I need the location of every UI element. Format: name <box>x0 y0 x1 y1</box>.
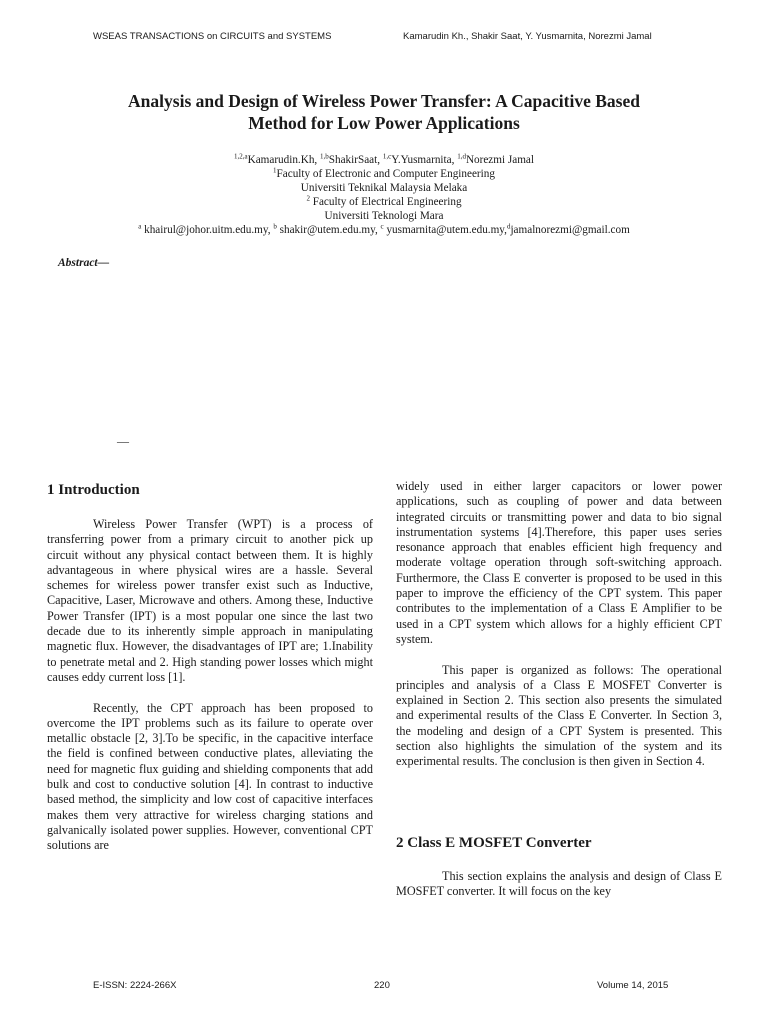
email-1-sup: a <box>138 222 142 231</box>
affiliation-2 <box>40 195 728 209</box>
affiliation-2-faculty: Faculty of Electrical Engineering <box>312 196 462 208</box>
author-3-sup: 1,c <box>382 152 392 161</box>
class-e-body <box>396 869 722 900</box>
left-column-body <box>47 517 373 854</box>
author-3: Y.Yusmarnita, <box>391 154 455 166</box>
affiliation-2-sup: 2 <box>306 194 310 203</box>
author-1-sup: 1,2,a <box>234 152 248 161</box>
email-4-sup: d <box>506 222 511 231</box>
running-header-authors: Kamarudin Kh., Shakir Saat, Y. Yusmarnita, Norezmi Jamal <box>403 31 652 42</box>
intro-paragraph-2: Recently, the CPT approach has been proposed to overcome the IPT problems such as its failure to operate over metallic obstacle [2, 3].To be specific, in the capacitive interface the field is confined between conductive plates, alleviating the need for magnetic flux guiding and shielding components that add bulk and cost to conductive solution [4]. In contrast to inductive based method, the simplicity and low cost of capacitive interfaces makes them very attractive for wireless charging stations and galvanically isolated power supplies. However, conventional CPT solutions are <box>47 700 373 853</box>
intro-paragraph-1: Wireless Power Transfer (WPT) is a process of transferring power from a primary circuit to another pick up circuit without any physical contact between them. It is highly advantageous in where physical wires are a hassle. Several schemes for wireless power transfer exist such as Inductive, Capacitive, Laser, Microwave and others. Among these, Inductive Power Transfer (IPT) is a most popular one since the last two decade due to its inherently simple approach in manipulating magnetic flux. However, the disadvantages of IPT are; 1.Inability to penetrate metal and 2. High standing power losses which might causes eddy current loss [1]. <box>47 517 373 684</box>
affiliation-2-university: Universiti Teknologi Mara <box>324 210 444 222</box>
footer-volume: Volume 14, 2015 <box>597 980 669 991</box>
paper-title-line-1: Analysis and Design of Wireless Power Transfer: A Capacitive Based <box>128 91 640 111</box>
affiliation-1-faculty: Faculty of Electronic and Computer Engineering <box>276 168 495 180</box>
email-2: shakir@utem.edu.my, <box>279 224 378 236</box>
email-3: yusmarnita@utem.edu.my, <box>386 224 507 236</box>
paper-title-line-2: Method for Low Power Applications <box>248 113 520 133</box>
author-names <box>40 153 728 167</box>
affiliation-1-sup: 1 <box>273 166 277 175</box>
class-e-paragraph-1: This section explains the analysis and design of Class E MOSFET converter. It will focus on the key <box>396 869 722 899</box>
footer-issn: E-ISSN: 2224-266X <box>93 980 177 991</box>
email-3-sup: c <box>380 222 384 231</box>
right-column-body <box>396 479 722 770</box>
affiliation-1-university: Universiti Teknikal Malaysia Melaka <box>300 182 468 194</box>
footer-page-number: 220 <box>374 980 390 991</box>
email-2-sup: b <box>273 222 277 231</box>
running-header-journal: WSEAS TRANSACTIONS on CIRCUITS and SYSTEMS <box>93 31 332 42</box>
author-1: Kamarudin.Kh, <box>247 154 318 166</box>
author-4-sup: 1,d <box>457 152 466 161</box>
intro-paragraph-3: widely used in either larger capacitors or lower power applications, such as coupling of power and data between integrated circuits or transmitting power and data to bio signal instrumentation systems [4].Therefore, this paper uses series resonance approach that enables efficient high frequency and moderate voltage operation through soft-switching approach. Furthermore, the Class E converter is proposed to be used in this paper to improve the efficiency of the CPT system. This paper contributes to the implementation of a Class E Amplifier to be used in a CPT system which allows for a highly efficient CPT system. <box>396 479 722 646</box>
affiliation-1 <box>40 167 728 181</box>
author-block <box>40 153 728 237</box>
abstract-end-dash: — <box>117 434 129 448</box>
section-heading-class-e: 2 Class E MOSFET Converter <box>396 835 592 851</box>
email-4: jamalnorezmi@gmail.com <box>510 224 630 236</box>
paper-title <box>60 90 708 134</box>
author-emails <box>40 223 728 237</box>
intro-paragraph-4: This paper is organized as follows: The operational principles and analysis of a Class E MOSFET Converter is explained in Section 2. This section also presents the simulated and experimental results of the Class E Converter. In Section 3, the modeling and design of a CPT System is presented. This section also highlights the simulation of the system and its experimental results. The conclusion is then given in Section 4. <box>396 662 722 769</box>
abstract-label: Abstract— <box>58 257 110 269</box>
author-4: Norezmi Jamal <box>465 154 534 166</box>
section-heading-introduction: 1 Introduction <box>47 482 140 498</box>
email-1: khairul@johor.uitm.edu.my, <box>144 224 271 236</box>
author-2-sup: 1,b <box>320 152 329 161</box>
author-2: ShakirSaat, <box>328 154 381 166</box>
